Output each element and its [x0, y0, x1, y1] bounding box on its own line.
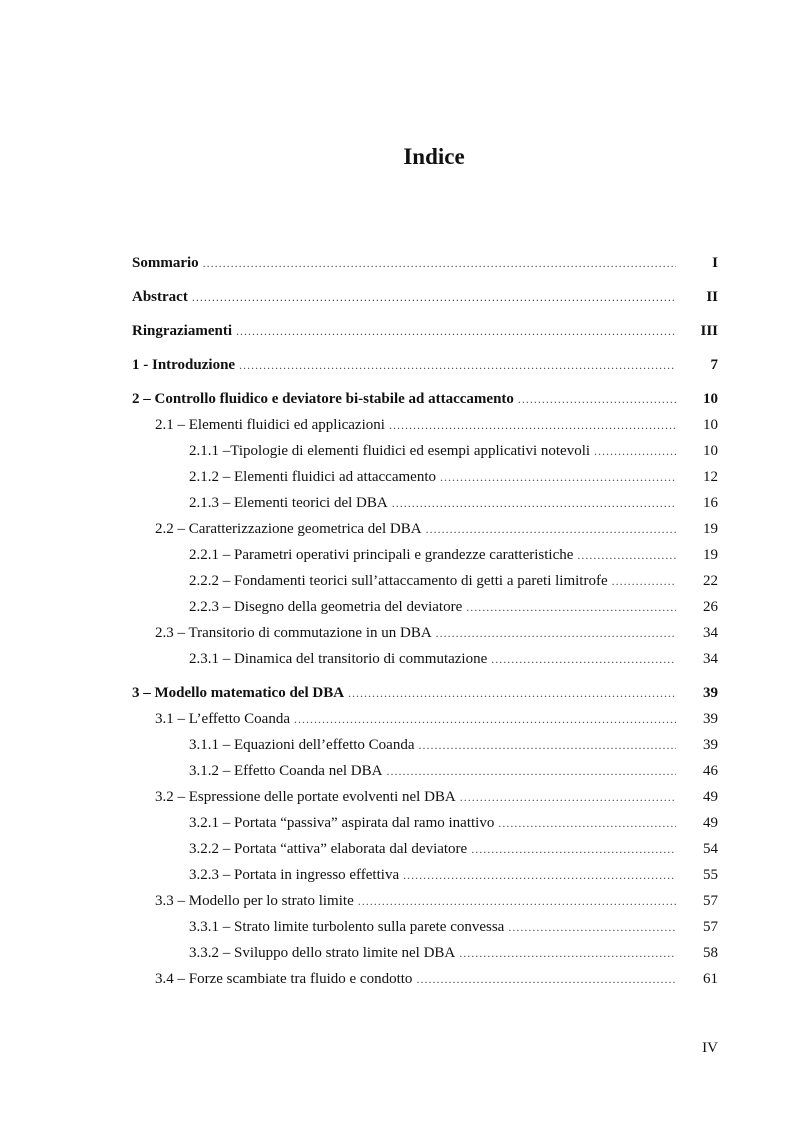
toc-entry-chapter-3[interactable]: [132, 680, 718, 706]
toc-entry-label: Ringraziamenti: [132, 323, 232, 339]
dot-leader: [460, 784, 676, 810]
dot-leader: [577, 542, 676, 568]
dot-leader: [612, 568, 676, 594]
dot-leader: [389, 412, 676, 438]
dot-leader: [403, 862, 676, 888]
page-number: IV: [702, 1040, 718, 1056]
toc-entry-page: I: [712, 255, 718, 271]
toc-entry-page: 54: [703, 841, 718, 857]
toc-entry-abstract[interactable]: [132, 284, 718, 310]
toc-entry-label: 3.2.3 – Portata in ingresso effettiva: [189, 867, 400, 883]
dot-leader: [192, 284, 676, 310]
toc-entry-section-2-1-3[interactable]: [132, 490, 718, 516]
dot-leader: [498, 810, 676, 836]
toc-entry-page: 49: [703, 815, 718, 831]
toc-entry-label: 3.3.1 – Strato limite turbolento sulla parete convessa: [189, 919, 505, 935]
toc-entry-section-2-2[interactable]: [132, 516, 718, 542]
toc-entry-section-2-3[interactable]: [132, 620, 718, 646]
toc-entry-page: 57: [703, 919, 718, 935]
toc-entry-section-3-1[interactable]: [132, 706, 718, 732]
toc-entry-label: 3.4 – Forze scambiate tra fluido e condotto: [155, 971, 413, 987]
toc-entry-label: Sommario: [132, 255, 199, 271]
dot-leader: [236, 318, 676, 344]
toc-entry-label: 2 – Controllo fluidico e deviatore bi-stabile ad attaccamento: [132, 391, 514, 407]
toc-entry-label: 3.3.2 – Sviluppo dello strato limite nel DBA: [189, 945, 456, 961]
dot-leader: [426, 516, 676, 542]
toc-entry-label: 2.1.2 – Elementi fluidici ad attaccamento: [189, 469, 436, 485]
toc-entry-label: Abstract: [132, 289, 188, 305]
toc-entry-page: 10: [703, 391, 718, 407]
toc-entry-section-3-2-3[interactable]: [132, 862, 718, 888]
toc-entry-label: 2.3 – Transitorio di commutazione in un DBA: [155, 625, 432, 641]
toc-entry-label: 2.2.1 – Parametri operativi principali e grandezze caratteristiche: [189, 547, 574, 563]
toc-entry-section-3-2-1[interactable]: [132, 810, 718, 836]
toc-entry-introduzione[interactable]: [132, 352, 718, 378]
toc-entry-label: 3 – Modello matematico del DBA: [132, 685, 345, 701]
toc-entry-page: 34: [703, 651, 718, 667]
toc-entry-section-3-1-2[interactable]: [132, 758, 718, 784]
page-title: Indice: [403, 144, 465, 169]
toc-entry-label: 3.2.2 – Portata “attiva” elaborata dal deviatore: [189, 841, 468, 857]
toc-entry-section-3-2[interactable]: [132, 784, 718, 810]
toc-entry-page: 46: [703, 763, 718, 779]
toc-entry-section-3-4[interactable]: [132, 966, 718, 992]
dot-leader: [594, 438, 676, 464]
toc-entry-page: 57: [703, 893, 718, 909]
toc-entry-ringraziamenti[interactable]: [132, 318, 718, 344]
toc-entry-page: II: [706, 289, 718, 305]
toc-entry-page: 10: [703, 417, 718, 433]
dot-leader: [416, 966, 676, 992]
toc-entry-label: 3.2.1 – Portata “passiva” aspirata dal ramo inattivo: [189, 815, 495, 831]
dot-leader: [518, 386, 676, 412]
toc-entry-page: 34: [703, 625, 718, 641]
toc-entry-page: 12: [703, 469, 718, 485]
toc-entry-page: 49: [703, 789, 718, 805]
dot-leader: [471, 836, 676, 862]
toc-entry-page: 26: [703, 599, 718, 615]
toc-entry-section-2-2-1[interactable]: [132, 542, 718, 568]
toc-entry-section-2-1[interactable]: [132, 412, 718, 438]
dot-leader: [203, 250, 676, 276]
toc-entry-page: 55: [703, 867, 718, 883]
toc-entry-label: 3.1 – L’effetto Coanda: [155, 711, 290, 727]
dot-leader: [508, 914, 676, 940]
dot-leader: [440, 464, 676, 490]
toc-entry-section-3-1-1[interactable]: [132, 732, 718, 758]
toc-entry-section-3-3-2[interactable]: [132, 940, 718, 966]
dot-leader: [436, 620, 676, 646]
toc-entry-label: 2.2.2 – Fondamenti teorici sull’attaccamento di getti a pareti limitrofe: [189, 573, 608, 589]
toc-entry-label: 2.2.3 – Disegno della geometria del deviatore: [189, 599, 463, 615]
toc-entry-sommario[interactable]: [132, 250, 718, 276]
dot-leader: [239, 352, 676, 378]
toc-entry-page: 22: [703, 573, 718, 589]
toc-entry-page: 19: [703, 521, 718, 537]
dot-leader: [419, 732, 677, 758]
toc-entry-page: 7: [710, 357, 718, 373]
toc-entry-label: 2.1 – Elementi fluidici ed applicazioni: [155, 417, 385, 433]
toc-entry-page: 61: [703, 971, 718, 987]
toc-entry-section-3-3-1[interactable]: [132, 914, 718, 940]
toc-entry-section-3-3[interactable]: [132, 888, 718, 914]
dot-leader: [358, 888, 676, 914]
toc-entry-page: 39: [703, 685, 718, 701]
toc-entry-chapter-2[interactable]: [132, 386, 718, 412]
toc-entry-section-2-2-3[interactable]: [132, 594, 718, 620]
toc-entry-page: 19: [703, 547, 718, 563]
dot-leader: [392, 490, 676, 516]
toc-entry-label: 2.1.3 – Elementi teorici del DBA: [189, 495, 388, 511]
dot-leader: [348, 680, 676, 706]
toc-entry-label: 2.1.1 –Tipologie di elementi fluidici ed esempi applicativi notevoli: [189, 443, 591, 459]
dot-leader: [491, 646, 676, 672]
toc-entry-section-2-1-2[interactable]: [132, 464, 718, 490]
toc-entry-page: III: [700, 323, 718, 339]
dot-leader: [386, 758, 676, 784]
table-of-contents: [132, 250, 718, 992]
toc-entry-page: 10: [703, 443, 718, 459]
toc-entry-label: 3.1.1 – Equazioni dell’effetto Coanda: [189, 737, 415, 753]
toc-entry-section-3-2-2[interactable]: [132, 836, 718, 862]
toc-entry-label: 3.3 – Modello per lo strato limite: [155, 893, 354, 909]
toc-entry-label: 2.2 – Caratterizzazione geometrica del DBA: [155, 521, 422, 537]
toc-entry-page: 39: [703, 711, 718, 727]
toc-entry-label: 3.1.2 – Effetto Coanda nel DBA: [189, 763, 383, 779]
toc-entry-section-2-3-1[interactable]: [132, 646, 718, 672]
toc-entry-section-2-1-1[interactable]: [132, 438, 718, 464]
toc-entry-page: 16: [703, 495, 718, 511]
dot-leader: [459, 940, 676, 966]
dot-leader: [466, 594, 676, 620]
toc-entry-section-2-2-2[interactable]: [132, 568, 718, 594]
toc-entry-label: 1 - Introduzione: [132, 357, 236, 373]
toc-entry-label: 3.2 – Espressione delle portate evolventi nel DBA: [155, 789, 456, 805]
toc-entry-page: 58: [703, 945, 718, 961]
toc-entry-label: 2.3.1 – Dinamica del transitorio di commutazione: [189, 651, 488, 667]
toc-entry-page: 39: [703, 737, 718, 753]
dot-leader: [294, 706, 676, 732]
